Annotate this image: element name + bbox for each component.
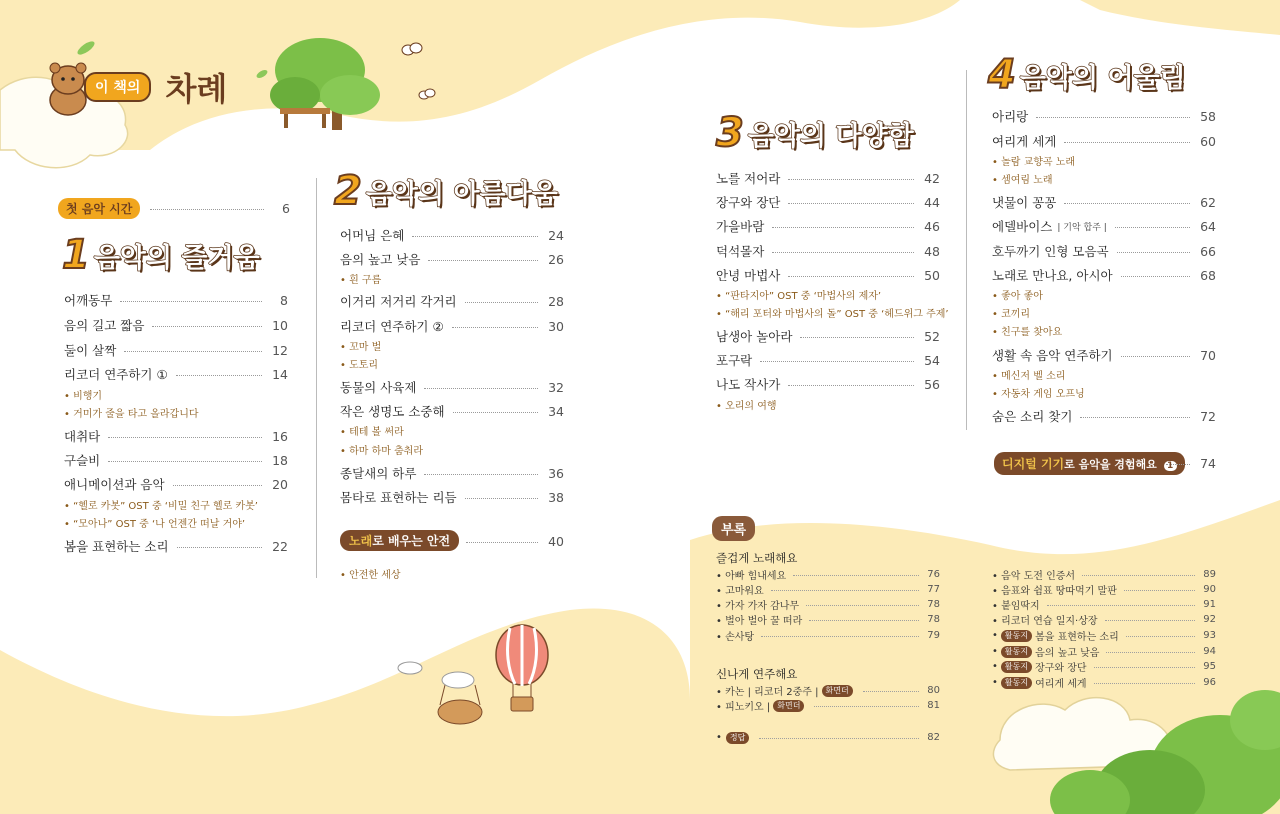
toc-subitem: • 거미가 줄을 타고 올라갑니다: [64, 409, 199, 420]
appendix-item[interactable]: • 붙임딱지 91: [992, 599, 1216, 612]
appendix-section-title: 즐겁게 노래해요: [716, 551, 798, 565]
page-title: 차례: [165, 70, 228, 108]
chapter1-heading: 1 음악의 즐거움: [62, 232, 260, 278]
toc-subitem: • “판타지아” OST 중 ‘마법사의 제자’: [716, 291, 882, 302]
toc-item[interactable]: 가을바람 46: [716, 218, 940, 234]
chapter2-heading: 2 음악의 아름다움: [334, 168, 558, 214]
toc-item[interactable]: 리코더 연주하기 ② 30: [340, 318, 564, 334]
toc-item[interactable]: 음의 길고 짧음 10: [64, 317, 288, 333]
appendix-item[interactable]: • 카논 | 리코더 2중주 | 화면더 80: [716, 685, 940, 698]
toc-item[interactable]: 몸타로 표현하는 리듬 38: [340, 489, 564, 505]
toc-item[interactable]: 이거리 저거리 각거리 28: [340, 293, 564, 309]
appendix-item[interactable]: • 리코더 연습 일지·상장 92: [992, 614, 1216, 627]
digital-row[interactable]: 74: [1166, 453, 1216, 473]
toc-item[interactable]: 덕석몰자 48: [716, 243, 940, 259]
toc-item[interactable]: 에델바이스 | 기악 합주 | 64: [992, 218, 1216, 234]
column-divider: [966, 70, 967, 430]
bear-mascot: [50, 63, 86, 115]
toc-item[interactable]: 구슬비 18: [64, 452, 288, 468]
toc-item[interactable]: 포구락 54: [716, 352, 940, 368]
appendix-label: 부록: [712, 516, 755, 541]
appendix-item[interactable]: • 손사탕 79: [716, 630, 940, 643]
toc-subitem: • 흰 구름: [340, 275, 382, 286]
toc-item[interactable]: 장구와 장단 44: [716, 194, 940, 210]
toc-item[interactable]: 노래로 만나요, 아시아 68: [992, 267, 1216, 283]
appendix-item[interactable]: • 활동지 음의 높고 낮음 94: [992, 646, 1216, 659]
toc-item[interactable]: 동물의 사육제 32: [340, 379, 564, 395]
toc-item[interactable]: 남생아 놀아라 52: [716, 328, 940, 344]
appendix-item[interactable]: • 고마워요 77: [716, 584, 940, 597]
toc-item[interactable]: 생활 속 음악 연주하기 70: [992, 347, 1216, 363]
toc-item[interactable]: 숨은 소리 찾기 72: [992, 408, 1216, 424]
toc-item[interactable]: 음의 높고 낮음 26: [340, 251, 564, 267]
toc-subitem: • 하마 하마 춤춰라: [340, 446, 424, 457]
toc-subitem: • 놀람 교향곡 노래: [992, 157, 1076, 168]
toc-item[interactable]: 안녕 마법사 50: [716, 267, 940, 283]
toc-item[interactable]: 어머님 은혜 24: [340, 227, 564, 243]
intro-row[interactable]: [150, 198, 290, 218]
safety-pill: 노래로 배우는 안전: [340, 530, 459, 551]
toc-subitem: • 안전한 세상: [340, 570, 401, 581]
chapter3-heading: 3 음악의 다양함: [716, 110, 914, 156]
appendix-item[interactable]: • 벌아 벌아 꿀 떠라 78: [716, 614, 940, 627]
appendix-section-title: 신나게 연주해요: [716, 667, 798, 681]
toc-subitem: • 꼬마 벌: [340, 342, 382, 353]
toc-subitem: • 메신저 벨 소리: [992, 371, 1066, 382]
toc-subitem: • 비행기: [64, 391, 103, 402]
appendix-item[interactable]: • 아빠 힘내세요 76: [716, 569, 940, 582]
appendix-item[interactable]: • 음표와 쉼표 땅따먹기 말판 90: [992, 584, 1216, 597]
answer-row[interactable]: • 정답 82: [716, 732, 940, 743]
appendix-item[interactable]: • 피노키오 | 화면더 81: [716, 700, 940, 713]
toc-subitem: • “헬로 카봇” OST 중 ‘비밀 친구 헬로 카봇’: [64, 501, 258, 512]
safety-row[interactable]: 40: [466, 531, 564, 551]
toc-item[interactable]: 호두까기 인형 모음곡 66: [992, 243, 1216, 259]
page-number: 6: [282, 200, 290, 216]
toc-subitem: • 테테 볼 써라: [340, 427, 404, 438]
toc-subitem: • 자동차 게임 오프닝: [992, 389, 1085, 400]
intro-label: 첫 음악 시간: [58, 198, 140, 219]
toc-subitem: • “모아나” OST 중 ‘나 언젠간 떠날 거야’: [64, 519, 246, 530]
column-divider: [316, 178, 317, 578]
digital-pill: 디지털 기기로 음악을 경험해요 1: [994, 452, 1185, 475]
toc-item[interactable]: 대취타 16: [64, 428, 288, 444]
toc-item[interactable]: 봄을 표현하는 소리 22: [64, 538, 288, 554]
appendix-item[interactable]: • 가자 가자 감나무 78: [716, 599, 940, 612]
toc-subitem: • 셈여림 노래: [992, 175, 1053, 186]
toc-item[interactable]: 종달새의 하루 36: [340, 465, 564, 481]
toc-subitem: • 친구를 찾아요: [992, 327, 1063, 338]
toc-item[interactable]: 둘이 살짝 12: [64, 342, 288, 358]
toc-item[interactable]: 아리랑 58: [992, 108, 1216, 124]
toc-subitem: • 좋아 좋아: [992, 291, 1043, 302]
toc-subitem: • “해리 포터와 마법사의 돌” OST 중 ‘헤드위그 주제’: [716, 309, 949, 320]
chapter4-heading: 4 음악의 어울림: [988, 52, 1186, 98]
toc-item[interactable]: 애니메이션과 음악 20: [64, 476, 288, 492]
toc-item[interactable]: 리코더 연주하기 ① 14: [64, 366, 288, 382]
appendix-item[interactable]: • 활동지 봄을 표현하는 소리 93: [992, 630, 1216, 643]
toc-item[interactable]: 나도 작사가 56: [716, 376, 940, 392]
toc-item[interactable]: 어깨동무 8: [64, 292, 288, 308]
appendix-item[interactable]: • 음악 도전 인증서 89: [992, 569, 1216, 582]
appendix-item[interactable]: • 활동지 장구와 장단 95: [992, 661, 1216, 674]
toc-subitem: • 코끼리: [992, 309, 1031, 320]
toc-subitem: • 도토리: [340, 360, 379, 371]
toc-item[interactable]: 냇물이 꽁꽁 62: [992, 194, 1216, 210]
toc-item[interactable]: 여리게 세게 60: [992, 133, 1216, 149]
toc-item[interactable]: 노를 저어라 42: [716, 170, 940, 186]
toc-subitem: • 오리의 여행: [716, 401, 777, 412]
toc-item[interactable]: 작은 생명도 소중해 34: [340, 403, 564, 419]
appendix-item[interactable]: • 활동지 여리게 세게 96: [992, 677, 1216, 690]
header-badge: 이 책의: [84, 72, 151, 102]
header: [84, 64, 227, 110]
